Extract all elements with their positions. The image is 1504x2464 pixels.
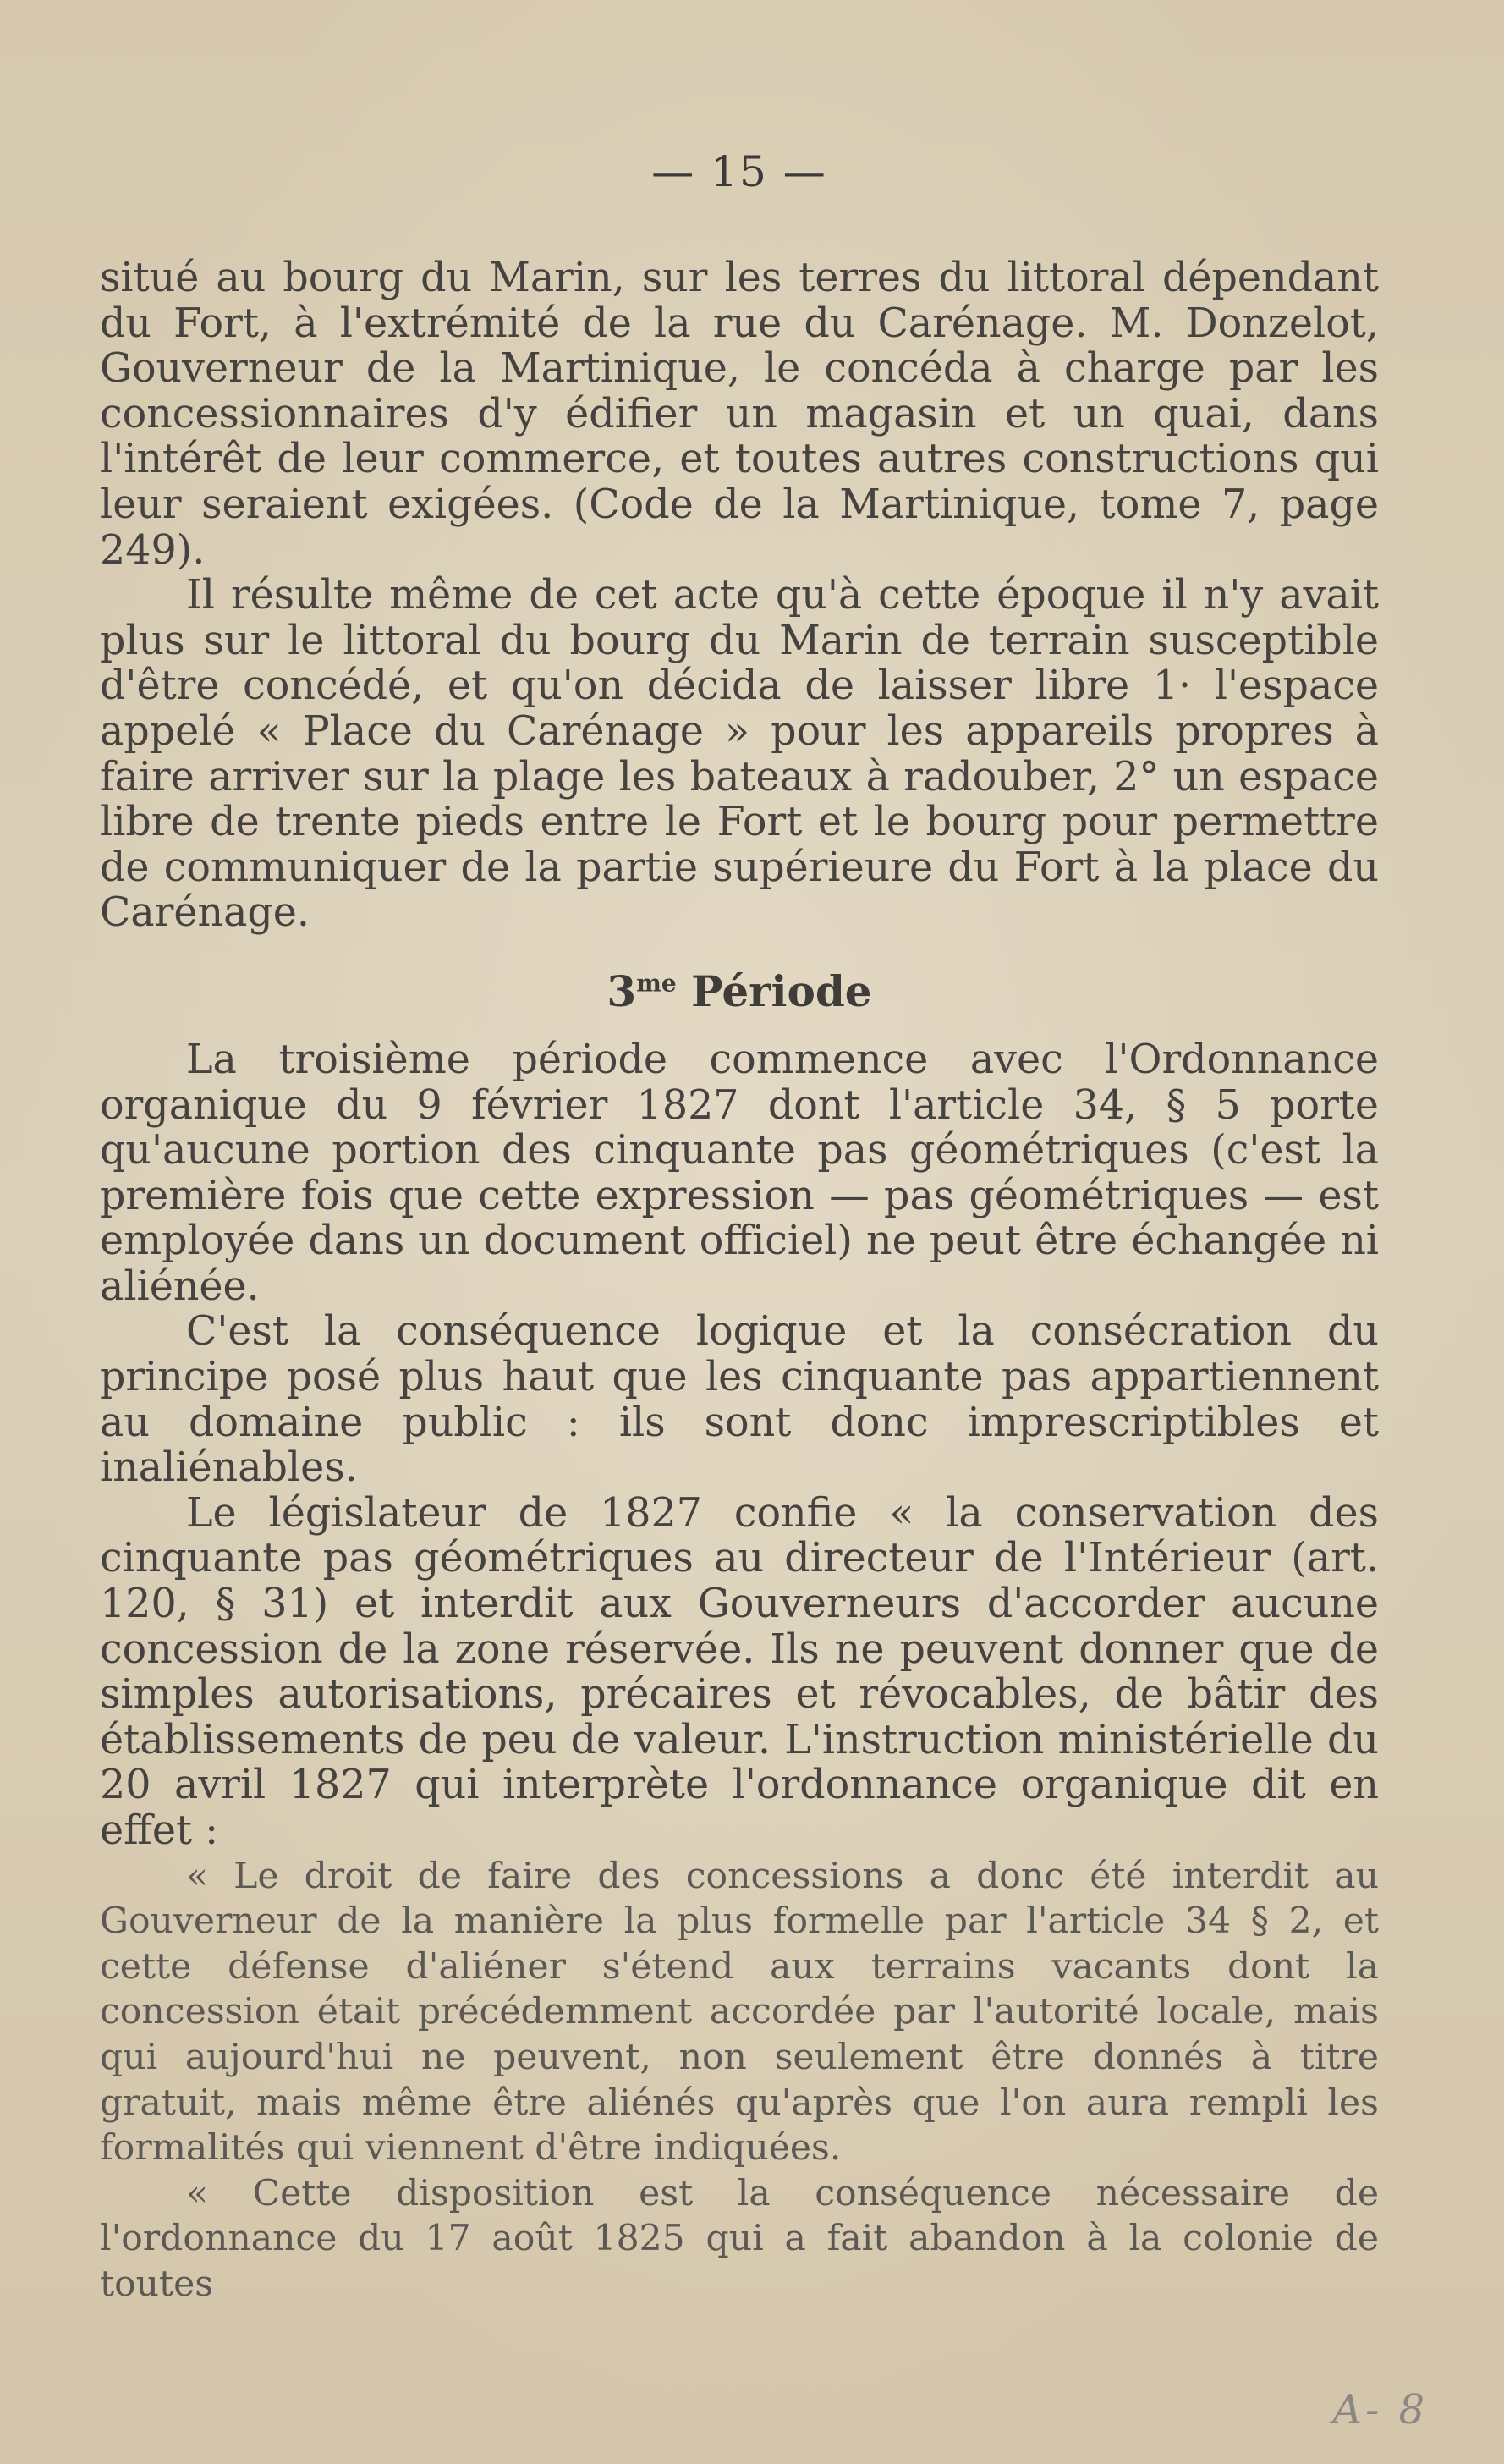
paragraph-5: Le législateur de 1827 confie « la conservation des cinquante pas géométriques au directeur de l'Intérieur (art. 120, § 31) et interdit aux Gouverneurs d'accorder aucune concession de la zone réservée. Ils ne peuvent donner que de simples autorisations, précaires et révocables, de bâtir des établissements de peu de valeur. L'instruction ministérielle du 20 avril 1827 qui interprète l'ordonnance organique dit en effet : [100,1489,1379,1854]
paragraph-4: C'est la conséquence logique et la consécration du principe posé plus haut que les cinquante pas appartiennent au domaine public : ils sont donc imprescriptibles et inaliénables. [100,1308,1379,1492]
book-page [100,0,1379,2464]
quote-1: « Le droit de faire des concessions a donc été interdit au Gouverneur de la manière la plus formelle par l'article 34 § 2, et cette défense d'aliéner s'étend aux terrains vacants dont la concession était précédemment accordée par l'autorité locale, mais qui aujourd'hui ne peuvent, non seulement être donnés à titre gratuit, mais même être aliénés qu'après que l'on aura rempli les formalités qui viennent d'être indiquées. [100,1855,1379,2170]
paragraph-3: La troisième période commence avec l'Ordonnance organique du 9 février 1827 dont l'article 34, § 5 porte qu'aucune portion des cinquante pas géométriques (c'est la première fois que cette expression — pas géométriques — est employée dans un document officiel) ne peut être échangée ni aliénée. [100,1036,1379,1310]
margin-note: A- 8 [1332,2386,1428,2434]
section-title: Période [691,965,872,1016]
quote-2: « Cette disposition est la conséquence nécessaire de l'ordonnance du 17 août 1825 qui a fait abandon à la colonie de toutes [100,2172,1379,2305]
paragraph-1: situé au bourg du Marin, sur les terres du littoral dépendant du Fort, à l'extrémité de la rue du Carénage. M. Donzelot, Gouverneur de la Martinique, le concéda à charge par les concessionnaires d'y édifier un magasin et un quai, dans l'intérêt de leur commerce, et toutes autres constructions qui leur seraient exigées. (Code de la Martinique, tome 7, page 249). [100,255,1379,574]
section-number: 3 [607,965,637,1016]
section-number-suffix: me [636,969,677,998]
body-text [100,256,1379,2307]
section-heading [100,966,1379,1017]
paragraph-2: Il résulte même de cet acte qu'à cette époque il n'y avait plus sur le littoral du bourg du Marin de terrain susceptible d'être concédé, et qu'on décida de laisser libre 1· l'espace appelé « Place du Carénage » pour les appareils propres à faire arriver sur la plage les bateaux à radouber, 2° un espace libre de trente pieds entre le Fort et le bourg pour permettre de communiquer de la partie supérieure du Fort à la place du Carénage. [100,572,1379,937]
page-number: — 15 — [651,147,827,196]
